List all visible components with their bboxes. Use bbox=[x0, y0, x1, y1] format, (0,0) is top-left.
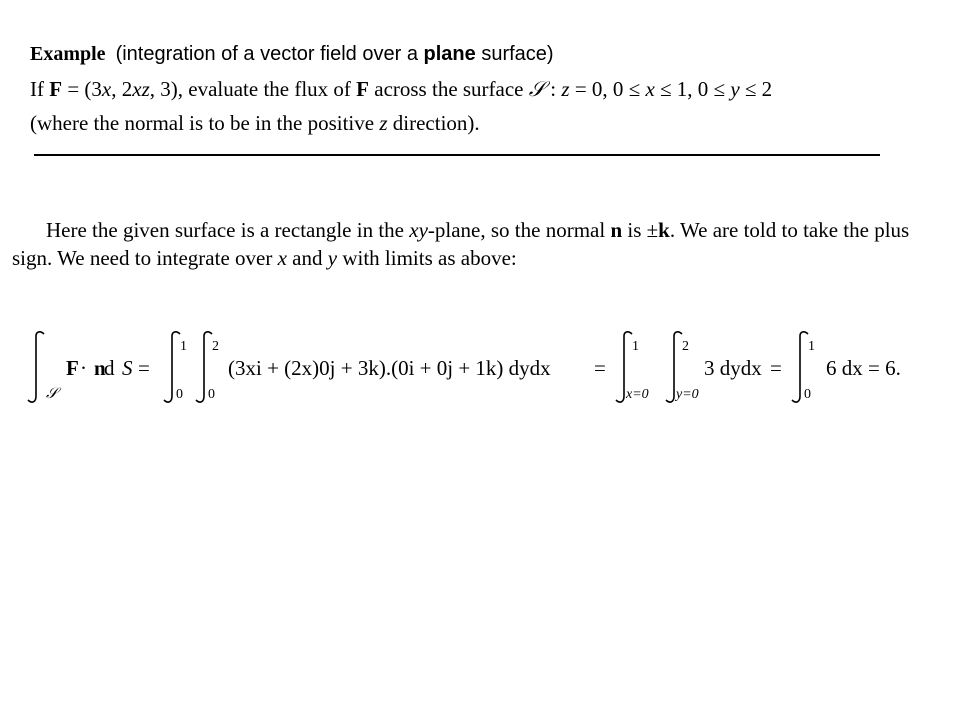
integral-upper-limit: 1 bbox=[632, 339, 639, 354]
integral-lower-limit: 0 bbox=[176, 387, 183, 402]
text: , 2 bbox=[111, 77, 133, 101]
integral-upper-limit: 1 bbox=[180, 339, 187, 354]
var-x: x bbox=[101, 77, 112, 101]
text: ≤ 1, 0 ≤ bbox=[654, 77, 731, 101]
text: with limits as above: bbox=[337, 246, 517, 270]
integrand: 6 dx = 6. bbox=[826, 356, 901, 380]
var-xz: xz bbox=[132, 77, 150, 101]
text: = (3 bbox=[62, 77, 102, 101]
solution-paragraph-line2 bbox=[12, 244, 517, 272]
example-subtitle bbox=[116, 43, 554, 65]
vector-F: F bbox=[66, 356, 79, 380]
problem-statement-line1 bbox=[30, 74, 772, 104]
integral-subscript: 𝒮 bbox=[46, 386, 58, 402]
integral-upper-limit: 1 bbox=[808, 339, 815, 354]
example-heading bbox=[30, 40, 554, 68]
var-z: z bbox=[561, 77, 570, 101]
vector-F: F bbox=[356, 77, 369, 101]
text: is ± bbox=[622, 218, 659, 242]
problem-statement-line2 bbox=[30, 108, 480, 138]
vector-n: n bbox=[94, 356, 106, 380]
integral-lower-limit: x=0 bbox=[626, 387, 649, 402]
text: , 3), evaluate the flux of bbox=[149, 77, 357, 101]
vector-k: k bbox=[658, 218, 670, 242]
integral-lower-limit: 0 bbox=[208, 387, 215, 402]
var-z: z bbox=[379, 111, 388, 135]
surface-S: 𝒮 bbox=[528, 77, 546, 101]
dot-operator: · bbox=[80, 356, 87, 380]
text: Here the given surface is a rectangle in the bbox=[46, 218, 410, 242]
var-x: x bbox=[277, 246, 287, 270]
text: ≤ 2 bbox=[739, 77, 773, 101]
text: across the surface bbox=[369, 77, 529, 101]
text: (where the normal is to be in the positive bbox=[30, 111, 380, 135]
integral-upper-limit: 2 bbox=[682, 339, 689, 354]
integrand: 3 dydx bbox=[704, 356, 762, 380]
vector-n: n bbox=[610, 218, 623, 242]
integral-lower-limit: y=0 bbox=[676, 387, 699, 402]
equation-svg bbox=[30, 320, 950, 420]
integral-upper-limit: 2 bbox=[212, 339, 219, 354]
text: If bbox=[30, 77, 50, 101]
integral-lower-limit: 0 bbox=[804, 387, 811, 402]
integral-sign bbox=[28, 332, 44, 402]
equals-sign: = bbox=[138, 356, 150, 380]
subtitle-close: surface) bbox=[475, 43, 554, 65]
equals-sign: = bbox=[594, 356, 606, 380]
subtitle-open: (integration of a vector field over a bbox=[115, 43, 424, 65]
vector-F: F bbox=[49, 77, 63, 101]
text: sign. We need to integrate over bbox=[12, 246, 278, 270]
text: direction). bbox=[387, 111, 480, 135]
subtitle-bold: plane bbox=[423, 43, 476, 65]
integrand: (3xi + (2x)0j + 3k).(0i + 0j + 1k) dydx bbox=[228, 356, 551, 380]
var-x: x bbox=[645, 77, 655, 101]
text: -plane, so the normal bbox=[427, 218, 611, 242]
var-xy: xy bbox=[409, 218, 428, 242]
differential-d: d bbox=[104, 356, 115, 380]
equals-sign: = bbox=[770, 356, 782, 380]
var-y: y bbox=[327, 246, 338, 270]
var-S: S bbox=[122, 356, 133, 380]
flux-equation bbox=[30, 320, 950, 420]
text: and bbox=[286, 246, 328, 270]
text: = 0, 0 ≤ bbox=[569, 77, 646, 101]
example-label: Example bbox=[30, 43, 106, 65]
var-y: y bbox=[730, 77, 740, 101]
divider-rule bbox=[34, 154, 880, 156]
solution-paragraph-line1 bbox=[46, 216, 909, 244]
text: . We are told to take the plus bbox=[669, 218, 910, 242]
text: : bbox=[545, 77, 562, 101]
